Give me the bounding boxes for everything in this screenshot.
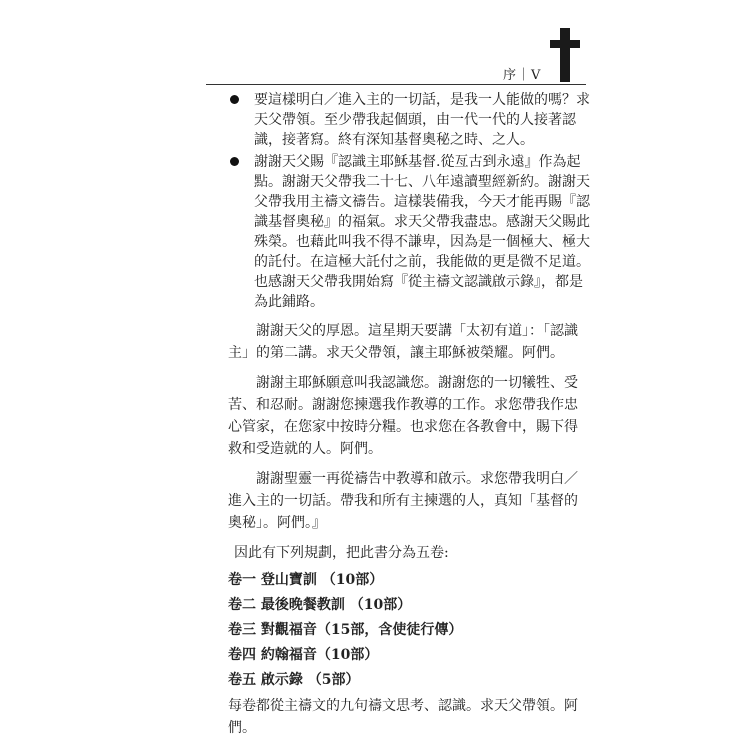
volume-entry: 卷三 對觀福音（15部，含使徒行傳） xyxy=(228,622,463,638)
volume-entry: 卷一 登山寶訓 （10部） xyxy=(228,572,384,588)
plan-intro: 因此有下列規劃，把此書分為五卷: xyxy=(234,545,449,561)
bullet-icon xyxy=(230,95,239,104)
bullet-icon xyxy=(230,157,239,166)
cross-vertical-bar xyxy=(560,28,570,82)
body-paragraph: 謝謝聖靈一再從禱告中教導和啟示。求您帶我明白／進入主的一切話。帶我和所有主揀選的人，真知「基督的奧秘」。阿們。』 xyxy=(228,471,578,531)
cross-horizontal-bar xyxy=(550,40,580,48)
bullet-text: 謝謝天父賜『認識主耶穌基督.從亙古到永遠』作為起點。謝謝天父帶我二十七、八年遠讀聖經新約。謝謝天父帶我用主禱文禱告。這樣裝備我，今天才能再賜『認識基督奧秘』的福氣。求天父帶我盡忠。感謝天父賜此殊榮。也藉此叫我不得不謙卑，因為是一個極大、極大的託付。在這極大託付之前，我能做的更是微不足道。也感謝天父帶我開始寫『從主禱文認識啟示錄』，都是為此鋪路。 xyxy=(254,154,590,310)
page-content xyxy=(228,88,590,739)
cross-icon xyxy=(550,28,580,82)
bullet-item xyxy=(228,152,590,312)
volume-entry: 卷五 啟示錄 （5部） xyxy=(228,672,360,688)
volume-entry: 卷二 最後晚餐教訓 （10部） xyxy=(228,597,412,613)
page-header-label: 序｜V xyxy=(503,68,542,83)
closing-paragraph: 每卷都從主禱文的九句禱文思考、認識。求天父帶領。阿們。 xyxy=(228,698,578,736)
body-paragraph: 謝謝天父的厚恩。這星期天要講「太初有道」：「認識主」的第二講。求天父帶領，讓主耶穌被榮耀。阿們。 xyxy=(228,323,578,361)
bullet-text: 要這樣明白／進入主的一切話，是我一人能做的嗎？求天父帶領。至少帶我起個頭，由一代一代的人接著認識，接著寫。終有深知基督奧秘之時、之人。 xyxy=(254,92,590,148)
header-rule xyxy=(206,84,586,85)
volume-entry: 卷四 約翰福音（10部） xyxy=(228,647,379,663)
body-paragraph: 謝謝主耶穌願意叫我認識您。謝謝您的一切犧牲、受苦、和忍耐。謝謝您揀選我作教導的工作。求您帶我作忠心管家，在您家中按時分糧。也求您在各教會中，賜下得救和受造就的人。阿們。 xyxy=(228,375,578,457)
bullet-item xyxy=(228,90,590,150)
